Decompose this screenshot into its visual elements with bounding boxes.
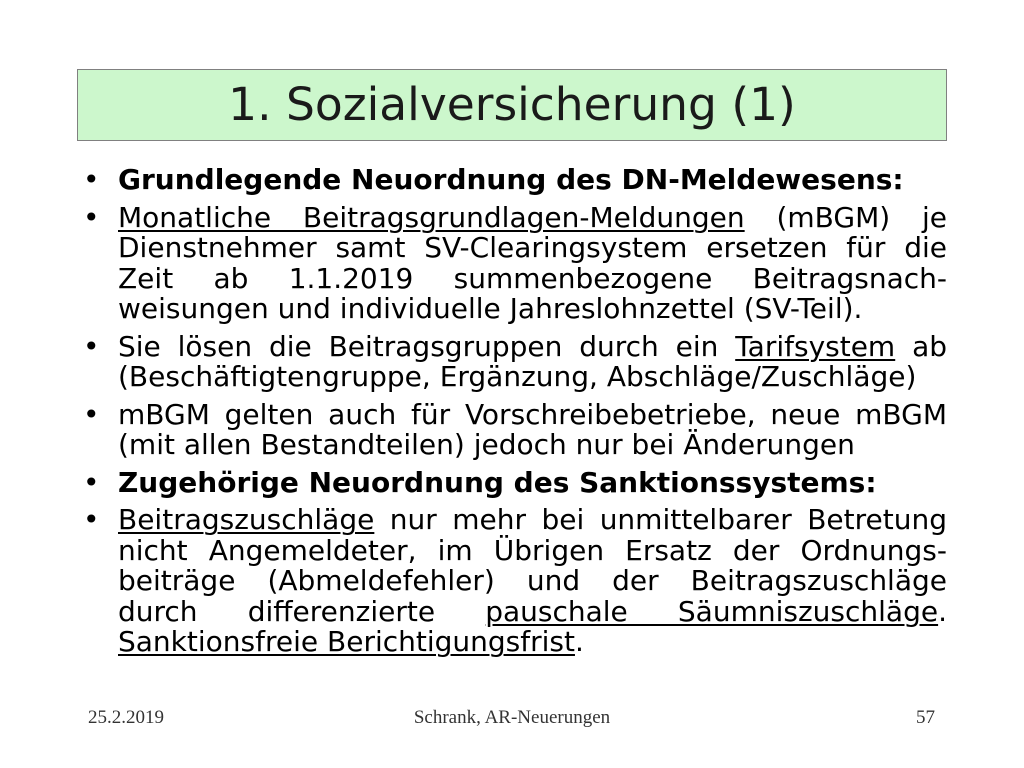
text-line (118, 200, 947, 234)
slide-number: 57 (916, 707, 935, 728)
underlined-term: Tarifsystem (735, 329, 896, 363)
text-segment: nicht Angemeldeter, im Übrigen Ersatz der Ordnungs- (118, 533, 947, 567)
text-segment: durch differenzierte (118, 594, 486, 628)
text-line (118, 430, 947, 461)
underlined-term: Sanktionsfreie Berichtigungsfrist (118, 625, 575, 658)
text-segment: Sie lösen die Beitragsgruppen durch ein (118, 329, 736, 363)
text-segment: (mit allen Bestandteilen) jedoch nur bei Änderungen (118, 428, 855, 461)
bullet-icon: • (83, 503, 100, 536)
text-line (118, 465, 947, 499)
bullet-icon: • (83, 163, 100, 196)
text-segment: beiträge (Abmeldefehler) und der Beitragszuschläge (118, 564, 947, 597)
bullet-list (83, 165, 947, 658)
bullet-item (83, 505, 947, 658)
bullet-item (83, 397, 947, 461)
text-segment: . (574, 625, 584, 658)
footer-date: 25.2.2019 (88, 707, 164, 728)
text-line (118, 594, 947, 628)
text-line (118, 165, 947, 196)
text-segment: nur mehr bei unmittelbarer Betretung (374, 503, 947, 536)
text-line (118, 294, 947, 325)
underlined-term: Monatliche Beitragsgrundlagen-Meldungen (118, 200, 745, 234)
underlined-term: pauschale Säumniszuschläge (485, 594, 939, 628)
text-segment: (Beschäftigtengruppe, Ergänzung, Abschläge/Zuschläge) (118, 360, 917, 393)
slide-title: 1. Sozialversicherung (1) (228, 78, 796, 132)
text-segment: ab (895, 329, 947, 363)
underlined-term: Beitragszuschläge (118, 503, 375, 536)
footer-presenter: Schrank, AR-Neuerungen (413, 707, 611, 728)
text-line (118, 329, 947, 363)
text-line (118, 397, 947, 431)
text-line (118, 233, 947, 264)
text-segment: Zeit ab 1.1.2019 summenbezogene Beitragsnach- (118, 261, 947, 295)
title-box (77, 69, 947, 141)
bullet-icon: • (83, 397, 100, 431)
bullet-item (83, 329, 947, 393)
section-heading: Grundlegende Neuordnung des DN-Meldewesens: (118, 163, 904, 196)
section-heading: Zugehörige Neuordnung des Sanktionssystems: (118, 465, 877, 499)
text-line (118, 362, 947, 393)
text-segment: weisungen und individuelle Jahreslohnzettel (SV-Teil). (118, 292, 863, 325)
text-segment: (mBGM) je (744, 200, 947, 234)
text-line (118, 505, 947, 536)
text-segment: Dienstnehmer samt SV-Clearingsystem ersetzen für die (118, 231, 947, 264)
text-line (118, 533, 947, 567)
text-segment: mBGM gelten auch für Vorschreibebetriebe, neue mBGM (118, 397, 947, 431)
bullet-item (83, 465, 947, 499)
bullet-item (83, 200, 947, 325)
bullet-icon: • (83, 200, 100, 234)
bullet-item (83, 165, 947, 196)
text-line (118, 261, 947, 295)
text-segment: . (938, 594, 947, 628)
bullet-icon: • (83, 465, 100, 499)
text-line (118, 627, 947, 658)
text-line (118, 566, 947, 597)
bullet-icon: • (83, 329, 100, 363)
